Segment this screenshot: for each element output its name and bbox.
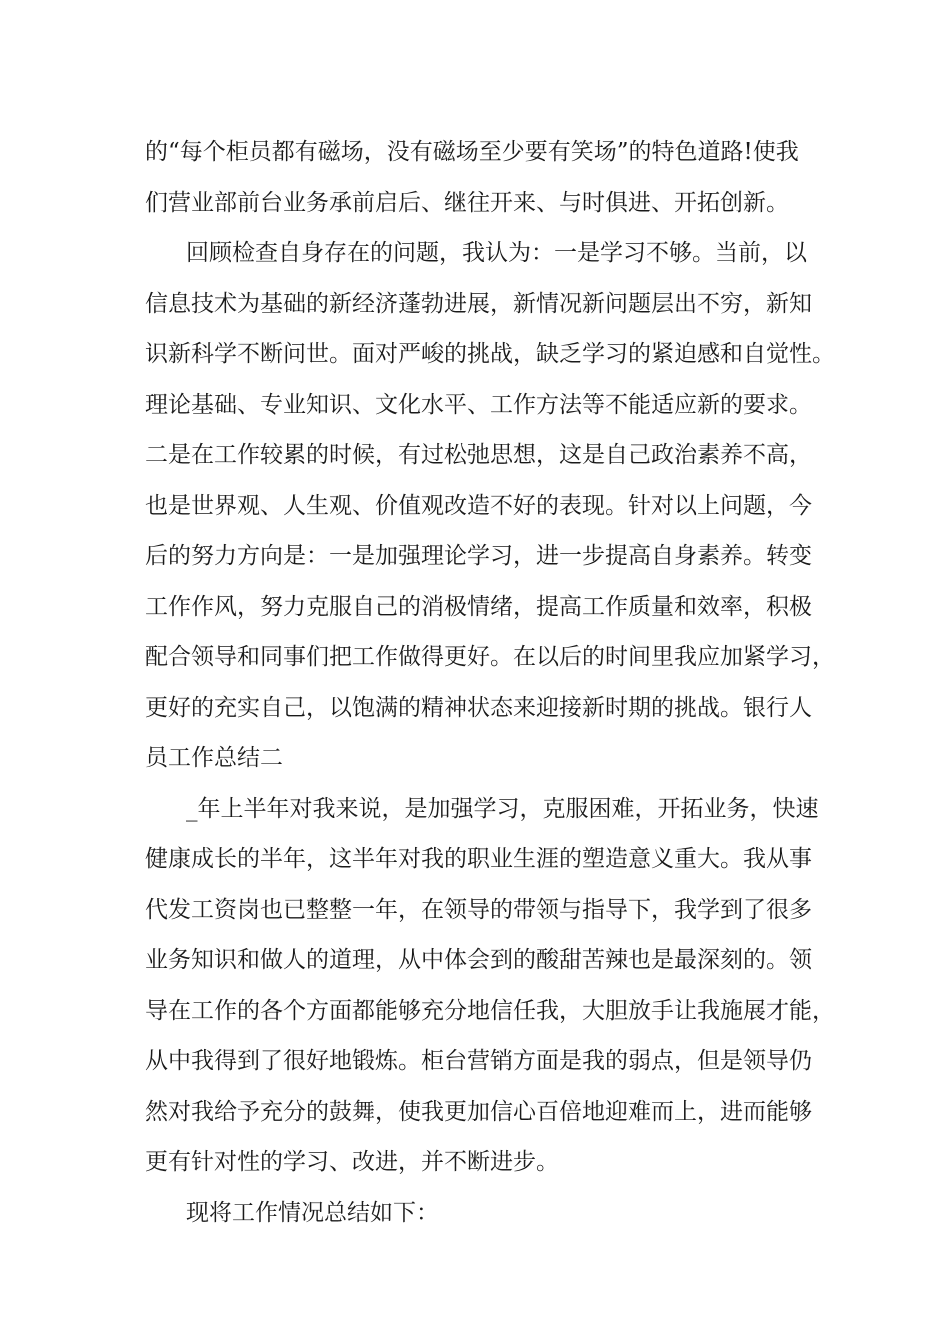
text-line: 信息技术为基础的新经济蓬勃进展，新情况新问题层出不穷，新知 — [145, 290, 812, 317]
text-line: 们营业部前台业务承前启后、继往开来、与时俱进、开拓创新。 — [145, 189, 789, 216]
text-line: 后的努力方向是：一是加强理论学习，进一步提高自身素养。转变 — [145, 543, 812, 569]
text-line: 现将工作情况总结如下： — [186, 1199, 439, 1226]
text-line: 代发工资岗也已整整一年，在领导的带领与指导下，我学到了很多 — [145, 896, 812, 923]
text-line: 也是世界观、人生观、价值观改造不好的表现。针对以上问题，今 — [145, 492, 812, 519]
text-line: 更有针对性的学习、改进，并不断进步。 — [145, 1149, 559, 1175]
text-line: 理论基础、专业知识、文化水平、工作方法等不能适应新的要求。 — [145, 391, 812, 418]
text-line: 二是在工作较累的时候，有过松弛思想，这是自己政治素养不高， — [145, 442, 812, 468]
text-line: 更好的充实自己，以饱满的精神状态来迎接新时期的挑战。银行人 — [145, 694, 812, 721]
text-line: 然对我给予充分的鼓舞，使我更加信心百倍地迎难而上，进而能够 — [145, 1098, 812, 1125]
text-line: 的“每个柜员都有磁场，没有磁场至少要有笑场”的特色道路!使我 — [145, 139, 799, 165]
text-line: 导在工作的各个方面都能够充分地信任我，大胆放手让我施展才能， — [145, 997, 835, 1024]
text-line: 回顾检查自身存在的问题，我认为：一是学习不够。当前，以 — [186, 240, 807, 266]
text-line: _年上半年对我来说，是加强学习，克服困难，开拓业务，快速 — [186, 795, 819, 822]
text-line: 业务知识和做人的道理，从中体会到的酸甜苦辣也是最深刻的。领 — [145, 947, 812, 973]
text-line: 识新科学不断问世。面对严峻的挑战，缺乏学习的紧迫感和自觉性。 — [145, 341, 835, 367]
text-line: 配合领导和同事们把工作做得更好。在以后的时间里我应加紧学习， — [145, 644, 835, 670]
body-text — [145, 127, 845, 1238]
text-line: 员工作总结二 — [145, 745, 283, 771]
text-line: 从中我得到了很好地锻炼。柜台营销方面是我的弱点，但是领导仍 — [145, 1048, 812, 1074]
text-line: 健康成长的半年，这半年对我的职业生涯的塑造意义重大。我从事 — [145, 846, 812, 872]
text-line: 工作作风，努力克服自己的消极情绪，提高工作质量和效率，积极 — [145, 593, 812, 620]
